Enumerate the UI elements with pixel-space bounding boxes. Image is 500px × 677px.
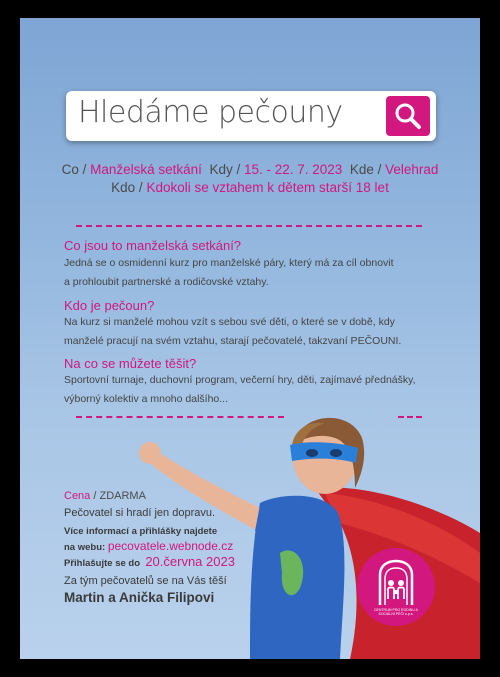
kdy-label: Kdy / <box>209 162 241 177</box>
organization-logo <box>357 548 435 626</box>
section-3-line-2: výborný kolektiv a mnoho dalšího... <box>64 393 229 405</box>
price-note: Pečovatel si hradí jen dopravu. <box>64 507 216 519</box>
search-icon <box>394 102 422 130</box>
deadline-label: Přihlašujte se do <box>64 558 141 569</box>
section-3-line-1: Sportovní turnaje, duchovní program, večerní hry, děti, zajímavé přednášky, <box>64 374 416 386</box>
price-label: Cena <box>64 490 91 502</box>
search-button[interactable] <box>386 96 430 136</box>
section-2-question: Kdo je pečoun? <box>64 298 155 313</box>
team-names: Martin a Anička Filipovi <box>64 590 215 605</box>
kde-label: Kde / <box>349 162 382 177</box>
search-title: Hledáme pečouny <box>78 95 343 130</box>
deadline-line <box>64 554 235 569</box>
price-value: ZDARMA <box>99 490 146 502</box>
section-1-answer <box>64 254 424 292</box>
section-3-question: Na co se můžete těšit? <box>64 356 197 371</box>
section-2-line-1: Na kurz si manželé mohou vzít s sebou své děti, o které se v době, kdy <box>64 316 395 328</box>
web-url-link[interactable]: pecovatele.webnode.cz <box>107 539 234 553</box>
kdo-label: Kdo / <box>111 180 143 195</box>
family-logo-icon <box>376 559 416 605</box>
search-bar[interactable] <box>66 91 436 141</box>
team-line: Za tým pečovatelů se na Vás těší <box>64 575 227 587</box>
deadline-date: 20.června 2023 <box>145 554 235 569</box>
poster <box>20 18 480 659</box>
price-line <box>64 490 146 502</box>
section-1-line-2: a prohloubit partnerské a rodičovské vztahy. <box>64 276 269 288</box>
section-3-answer <box>64 371 424 409</box>
co-label: Co / <box>61 162 87 177</box>
kde-value: Velehrad <box>385 162 439 177</box>
co-value: Manželská setkání <box>90 162 202 177</box>
price-separator: / <box>93 490 97 502</box>
section-2-answer <box>64 313 424 351</box>
kdy-value: 15. - 22. 7. 2023 <box>243 162 343 177</box>
info-line-2 <box>20 180 480 195</box>
section-1-line-1: Jedná se o osmidenní kurz pro manželské páry, který má za cíl obnovit <box>64 257 394 269</box>
web-info-line-2 <box>64 539 233 553</box>
web-label: na webu: <box>64 542 106 553</box>
info-line-1 <box>20 162 480 177</box>
divider-top <box>76 225 422 227</box>
section-1-question: Co jsou to manželská setkání? <box>64 238 242 253</box>
logo-caption: CENTRUM PRO RODINU A SOCIÁLNÍ PÉČI o.p.s. <box>374 608 418 616</box>
kdo-value: Kdokoli se vztahem k dětem starší 18 let <box>146 180 389 195</box>
section-2-line-2: manželé pracují na svém vztahu, starají pečovatelé, takzvaní PEČOUNI. <box>64 335 402 347</box>
web-info-line-1: Více informací a přihlášky najdete <box>64 526 218 537</box>
